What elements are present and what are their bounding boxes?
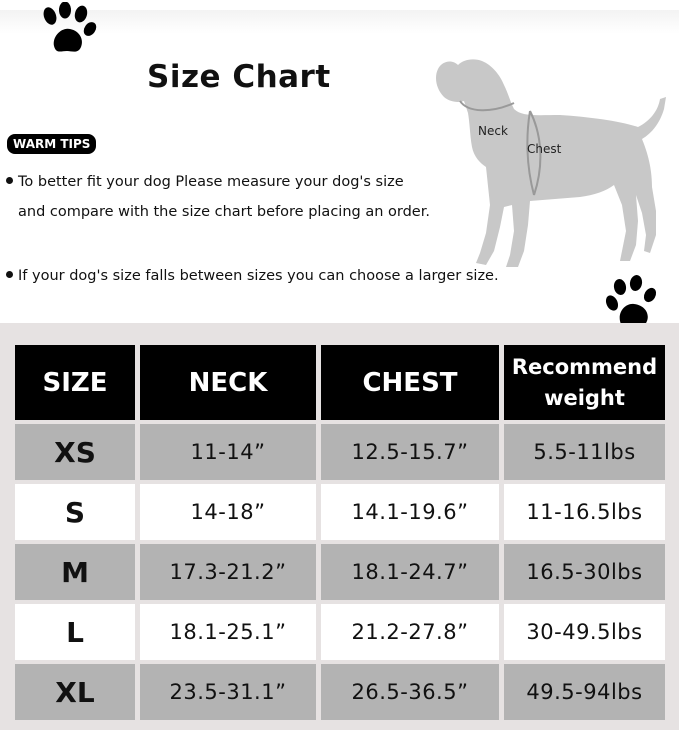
tip-line-1: [6, 174, 404, 190]
chest-label: Chest: [527, 142, 562, 156]
page-title: Size Chart: [147, 59, 331, 95]
bullet-icon: [6, 271, 13, 278]
table-row-chest: 21.2-27.8”: [321, 604, 499, 660]
header-weight: [504, 345, 665, 420]
table-row-size: L: [15, 604, 135, 660]
neck-label: Neck: [478, 124, 508, 138]
tip-line-2: [18, 204, 430, 220]
tip-text-1: To better fit your dog Please measure your dog's size: [18, 174, 404, 190]
table-row-weight: 49.5-94lbs: [504, 664, 665, 720]
table-row-size: S: [15, 484, 135, 540]
dog-silhouette: [430, 55, 670, 270]
table-row-neck: 14-18”: [140, 484, 316, 540]
tip-line-3: [6, 268, 499, 284]
top-strip: [0, 10, 679, 34]
warm-tips-badge: WARM TIPS: [7, 134, 96, 154]
table-row-chest: 26.5-36.5”: [321, 664, 499, 720]
table-row-neck: 11-14”: [140, 424, 316, 480]
table-row-weight: 30-49.5lbs: [504, 604, 665, 660]
table-row-size: M: [15, 544, 135, 600]
table-row-neck: 17.3-21.2”: [140, 544, 316, 600]
bullet-icon: [6, 177, 13, 184]
table-row-chest: 14.1-19.6”: [321, 484, 499, 540]
table-row-weight: 11-16.5lbs: [504, 484, 665, 540]
header-size: SIZE: [15, 345, 135, 420]
table-row-chest: 12.5-15.7”: [321, 424, 499, 480]
tip-text-2: and compare with the size chart before placing an order.: [18, 204, 430, 220]
table-row-size: XS: [15, 424, 135, 480]
table-row-neck: 18.1-25.1”: [140, 604, 316, 660]
paw-print-icon: [38, 2, 98, 58]
table-row-chest: 18.1-24.7”: [321, 544, 499, 600]
header-weight-line2: weight: [544, 385, 625, 410]
table-row-neck: 23.5-31.1”: [140, 664, 316, 720]
header-weight-line1: Recommend: [511, 354, 658, 379]
header-neck: NECK: [140, 345, 316, 420]
header-chest: CHEST: [321, 345, 499, 420]
table-row-size: XL: [15, 664, 135, 720]
tip-text-3: If your dog's size falls between sizes you can choose a larger size.: [18, 268, 499, 284]
table-row-weight: 16.5-30lbs: [504, 544, 665, 600]
size-table: [0, 323, 679, 730]
table-row-weight: 5.5-11lbs: [504, 424, 665, 480]
